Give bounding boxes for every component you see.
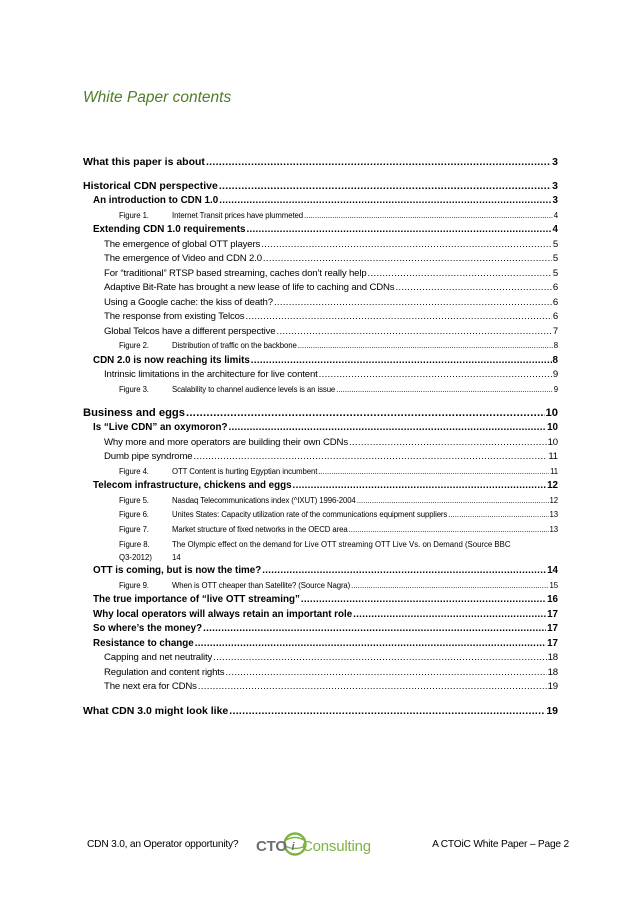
toc-page-number: 3 (552, 180, 558, 192)
toc-page-number: 14 (172, 552, 181, 562)
toc-page-number: 14 (547, 565, 558, 576)
toc-page-number: 8 (552, 354, 558, 366)
toc-entry[interactable] (83, 479, 558, 494)
toc-entry[interactable] (83, 622, 558, 637)
toc-page-number: 17 (547, 608, 558, 620)
figure-number: Figure 9. (119, 580, 149, 590)
toc-entry-title: Using a Google cache: the kiss of death? (104, 296, 273, 308)
toc-entry[interactable] (83, 155, 558, 170)
toc-entry[interactable] (83, 325, 558, 340)
toc-entry[interactable] (83, 436, 558, 451)
toc-entry-title: OTT is coming, but is now the time? (93, 565, 262, 576)
toc-entry-title: The true importance of “live OTT streaming” (93, 594, 300, 605)
dot-leader (251, 354, 552, 369)
toc-page-number: 5 (552, 238, 558, 250)
toc-entry[interactable] (83, 421, 558, 436)
toc-entry[interactable] (83, 637, 558, 652)
toc-entry[interactable] (83, 223, 558, 238)
toc-page-number: 3 (552, 156, 558, 168)
toc-entry-title: Regulation and content rights (104, 666, 225, 678)
dot-leader (261, 238, 552, 253)
toc-page-number: 4 (553, 210, 558, 220)
toc-entry[interactable] (83, 354, 558, 369)
dot-leader (219, 179, 551, 194)
toc-entry[interactable] (83, 281, 558, 296)
toc-entry-title: Resistance to change (93, 637, 194, 649)
dot-leader (246, 223, 551, 238)
figure-number: Figure 5. (119, 495, 149, 505)
dot-leader (195, 637, 546, 652)
toc-entry[interactable] (83, 238, 558, 253)
toc-entry[interactable] (83, 593, 558, 608)
toc-page-number: 3 (552, 195, 558, 206)
toc-entry-title: Adaptive Bit-Rate has brought a new lease of life to caching and CDNs (104, 282, 395, 293)
figure-number: Figure 8. (119, 540, 150, 549)
figure-title: The Olympic effect on the demand for Live OTT streaming OTT Live Vs. on Demand (Source BBC (172, 540, 511, 549)
toc-page-number: 5 (552, 267, 558, 279)
dot-leader (301, 593, 546, 608)
dot-leader (318, 465, 549, 480)
toc-entry[interactable] (83, 296, 558, 311)
toc-figure-entry[interactable] (83, 383, 558, 398)
dot-leader (262, 564, 546, 579)
toc-entry[interactable] (83, 310, 558, 325)
figure-title: Scalability to channel audience levels is an issue (172, 384, 336, 394)
dot-leader (193, 450, 547, 465)
ctoic-logo (255, 831, 390, 859)
toc-page-number: 13 (549, 524, 558, 534)
dot-leader (395, 281, 551, 296)
dot-leader (304, 209, 553, 224)
toc-entry-title: What CDN 3.0 might look like (83, 704, 229, 717)
toc-figure-entry[interactable] (83, 465, 558, 480)
dot-leader (213, 651, 547, 666)
toc-figure-entry[interactable] (83, 494, 558, 509)
footer-page-label: A CTOiC White Paper – Page 2 (432, 839, 569, 850)
toc-page-number: 19 (547, 681, 558, 692)
dot-leader (228, 421, 546, 436)
toc-page-number: 15 (549, 580, 558, 590)
toc-page-number: 17 (547, 623, 558, 634)
toc-figure-entry[interactable] (83, 579, 558, 594)
toc-entry-title: Capping and net neutrality (104, 652, 213, 663)
toc-entry[interactable] (83, 651, 558, 666)
figure-number: Figure 3. (119, 384, 149, 394)
dot-leader (349, 523, 549, 538)
toc-entry-title: Telecom infrastructure, chickens and eggs (93, 480, 292, 491)
logo-text-i: i (291, 841, 295, 853)
toc-page-number: 10 (547, 422, 558, 433)
dot-leader (198, 680, 547, 695)
toc-page-number: 17 (547, 637, 558, 649)
toc-entry[interactable] (83, 564, 558, 579)
toc-page-number: 6 (552, 296, 558, 308)
toc-page-number: 18 (547, 666, 558, 678)
toc-entry[interactable] (83, 179, 558, 194)
toc-entry-title: Global Telcos have a different perspective (104, 325, 276, 337)
figure-title: Internet Transit prices have plummeted (172, 210, 303, 220)
toc-entry[interactable] (83, 368, 558, 383)
figure-title: When is OTT cheaper than Satellite? (Source Nagra) (172, 580, 351, 590)
dot-leader (186, 406, 545, 421)
table-of-contents (83, 155, 558, 719)
dot-leader (225, 666, 546, 681)
toc-page-number: 9 (552, 369, 558, 380)
toc-entry-title: CDN 2.0 is now reaching its limits (93, 354, 250, 366)
figure-number: Figure 1. (119, 210, 149, 220)
dot-leader (349, 436, 547, 451)
toc-page-number: 9 (553, 384, 558, 394)
page-footer (83, 831, 569, 861)
toc-entry-title: An introduction to CDN 1.0 (93, 195, 219, 206)
toc-entry[interactable] (83, 680, 558, 695)
figure-title: Distribution of traffic on the backbone (172, 341, 297, 350)
toc-entry-title: The response from existing Telcos (104, 311, 245, 322)
dot-leader (448, 508, 548, 523)
toc-entry-title: What this paper is about (83, 156, 205, 168)
figure-title: OTT Content is hurting Egyptian incumbent (172, 466, 318, 476)
toc-page-number: 8 (553, 341, 558, 350)
toc-entry[interactable] (83, 194, 558, 209)
toc-page-number: 18 (547, 652, 558, 663)
toc-page-number: 6 (552, 282, 558, 293)
footer-document-title: CDN 3.0, an Operator opportunity? (87, 839, 239, 850)
toc-page-number: 10 (545, 407, 558, 419)
toc-page-number: 6 (552, 311, 558, 322)
dot-leader (293, 479, 547, 494)
toc-entry[interactable] (83, 267, 558, 282)
toc-entry-title: The next era for CDNs (104, 681, 197, 692)
toc-heading: White Paper contents (83, 89, 232, 106)
dot-leader (276, 325, 551, 340)
toc-page-number: 12 (549, 495, 558, 505)
toc-page-number: 16 (547, 594, 558, 605)
dot-leader (357, 494, 549, 509)
logo-text-consulting: Consulting (302, 838, 371, 855)
toc-figure-entry[interactable] (83, 209, 558, 224)
dot-leader (298, 339, 553, 354)
dot-leader (206, 155, 551, 170)
toc-page-number: 5 (552, 253, 558, 264)
toc-page-number: 12 (547, 480, 558, 491)
dot-leader (245, 310, 551, 325)
dot-leader (353, 608, 546, 623)
dot-leader (368, 267, 552, 282)
toc-entry-title: The emergence of Video and CDN 2.0 (104, 253, 262, 264)
toc-entry-title: Intrinsic limitations in the architecture for live content (104, 369, 318, 380)
toc-entry-title: For “traditional” RTSP based streaming, caches don’t really help (104, 267, 367, 279)
toc-entry[interactable] (83, 704, 558, 719)
toc-page-number: 11 (550, 466, 558, 476)
dot-leader (336, 383, 553, 398)
toc-entry[interactable] (83, 450, 558, 465)
toc-entry-title: Is “Live CDN” an oxymoron? (93, 422, 228, 433)
figure-title: Nasdaq Telecommunications index (^IXUT) 1996-2004 (172, 495, 356, 505)
dot-leader (263, 252, 552, 267)
figure-title: Unites States: Capacity utilization rate of the communications equipment suppliers (172, 510, 448, 519)
figure-number: Figure 7. (119, 524, 149, 534)
toc-figure-entry[interactable] (83, 339, 558, 354)
dot-leader (203, 622, 546, 637)
dot-leader (274, 296, 552, 311)
toc-entry[interactable] (83, 608, 558, 623)
toc-entry-title: Business and eggs (83, 407, 185, 419)
figure-number: Figure 2. (119, 341, 149, 350)
toc-figure-entry[interactable] (83, 537, 558, 552)
toc-page-number: 7 (552, 325, 558, 337)
toc-entry[interactable] (83, 666, 558, 681)
toc-page-number: 10 (547, 436, 558, 448)
dot-leader (351, 579, 548, 594)
toc-figure-entry[interactable] (83, 523, 558, 538)
toc-entry[interactable] (83, 406, 558, 421)
toc-entry-title: Why more and more operators are building their own CDNs (104, 436, 348, 448)
toc-entry-title: The emergence of global OTT players (104, 238, 261, 250)
figure-number: Figure 4. (119, 466, 149, 476)
toc-figure-entry[interactable] (83, 508, 558, 523)
toc-entry-title: So where’s the money? (93, 623, 203, 634)
toc-entry[interactable] (83, 252, 558, 267)
toc-page-number: 11 (548, 451, 558, 462)
toc-entry-title: Extending CDN 1.0 requirements (93, 224, 246, 235)
toc-page-number: 19 (546, 704, 558, 717)
dot-leader (229, 704, 545, 719)
toc-figure-entry-continuation[interactable] (83, 552, 558, 565)
figure-title-continuation: Q3-2012) (119, 552, 152, 562)
toc-entry-title: Historical CDN perspective (83, 180, 218, 192)
toc-page-number: 4 (552, 224, 558, 235)
toc-entry-title: Why local operators will always retain an important role (93, 608, 353, 620)
figure-title: Market structure of fixed networks in the OECD area (172, 524, 348, 534)
toc-entry-title: Dumb pipe syndrome (104, 451, 193, 462)
logo-text-cto: CTO (256, 838, 287, 855)
dot-leader (219, 194, 551, 209)
dot-leader (319, 368, 552, 383)
toc-page-number: 13 (549, 510, 558, 519)
figure-number: Figure 6. (119, 510, 149, 519)
